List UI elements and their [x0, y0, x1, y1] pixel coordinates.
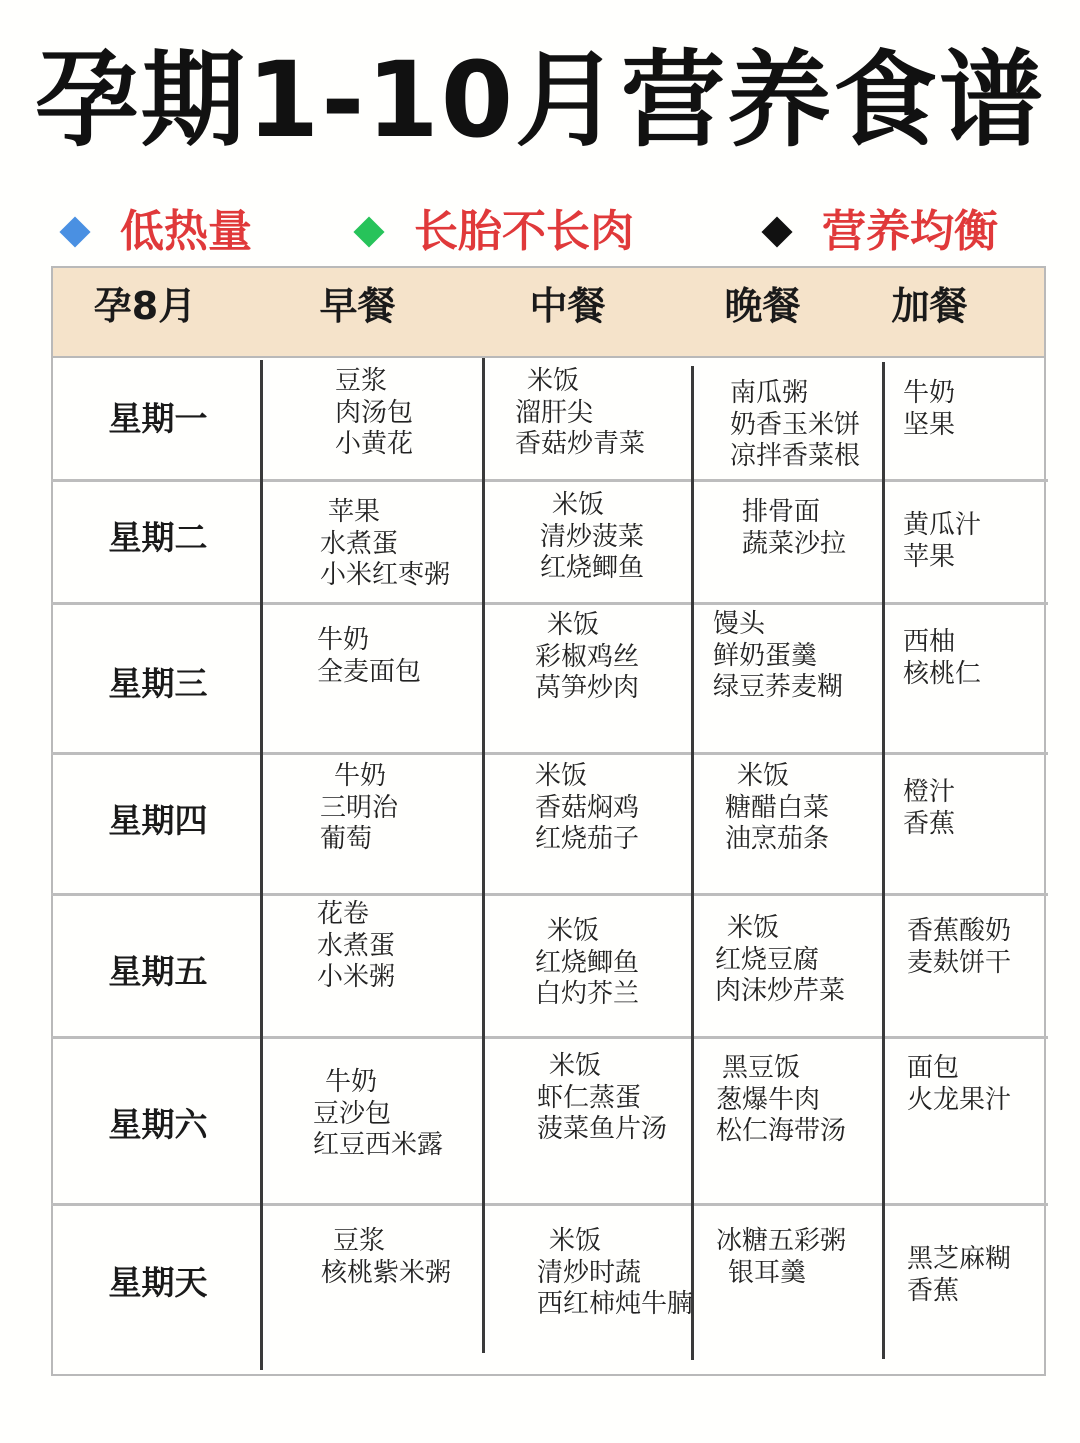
menu-item: 香蕉: [903, 808, 956, 839]
menu-item: 菠菜鱼片汤: [537, 1114, 668, 1144]
day-label: 星期六: [108, 1105, 208, 1144]
menu-item: 清炒菠菜: [540, 521, 645, 552]
menu-item: 坚果: [903, 409, 956, 440]
day-label: 星期二: [108, 518, 208, 557]
menu-item: 红烧豆腐: [715, 944, 820, 975]
menu-item: 小米红枣粥: [320, 560, 451, 590]
menu-item: 黄瓜汁: [903, 510, 982, 540]
menu-item: 红烧茄子: [535, 824, 640, 854]
menu-item: 鲜奶蛋羹: [713, 640, 818, 671]
snack-cell: [907, 1053, 1011, 1116]
menu-item: 牛奶: [903, 378, 956, 408]
menu-item: 排骨面: [742, 497, 821, 527]
column-divider: [691, 366, 694, 1360]
menu-item: 米饭: [549, 1226, 602, 1256]
menu-item: 清炒时蔬: [537, 1257, 642, 1288]
day-label: 星期五: [108, 952, 208, 991]
menu-item: 米饭: [527, 366, 580, 396]
menu-item: 红烧鲫鱼: [540, 553, 645, 583]
menu-item: 豆沙包: [313, 1098, 392, 1129]
snack-cell: [907, 916, 1011, 979]
dinner-cell: [713, 609, 843, 704]
breakfast-cell: [321, 1226, 451, 1289]
menu-item: 橙汁: [903, 777, 956, 807]
menu-item: 油烹茄条: [725, 824, 830, 854]
menu-item: 红烧鲫鱼: [535, 947, 640, 978]
breakfast-cell: [320, 761, 398, 856]
menu-item: 牛奶: [334, 761, 387, 791]
menu-item: 葡萄: [320, 824, 373, 854]
menu-item: 米饭: [727, 913, 780, 943]
menu-item: 核桃紫米粥: [321, 1257, 452, 1288]
menu-item: 西红柿炖牛腩: [537, 1289, 694, 1319]
menu-item: 小黄花: [335, 429, 414, 459]
green-diamond-icon: [353, 216, 384, 247]
menu-item: 核桃仁: [903, 658, 982, 689]
menu-item: 南瓜粥: [730, 378, 809, 408]
row-divider: [51, 1203, 1048, 1206]
column-divider: [482, 358, 485, 1353]
snack-cell: [907, 1244, 1011, 1307]
menu-item: 白灼芥兰: [535, 979, 640, 1009]
header-snack: 加餐: [891, 284, 968, 328]
menu-item: 香蕉: [907, 1275, 960, 1306]
page-title: 孕期1-10月营养食谱: [34, 39, 1046, 161]
black-diamond-icon: [761, 216, 792, 247]
menu-item: 三明治: [320, 792, 399, 823]
menu-item: 水煮蛋: [317, 930, 396, 961]
header-lunch: 中餐: [529, 284, 606, 328]
menu-item: 米饭: [547, 610, 600, 640]
dinner-cell: [715, 913, 845, 1008]
dinner-cell: [716, 1226, 846, 1289]
menu-item: 冰糖五彩粥: [716, 1226, 847, 1256]
menu-item: 米饭: [737, 761, 790, 791]
menu-item: 肉汤包: [335, 397, 414, 428]
menu-item: 香菇炒青菜: [515, 429, 646, 459]
menu-item: 苹果: [328, 497, 381, 527]
breakfast-cell: [320, 497, 450, 592]
header-month: 孕8月: [93, 284, 197, 328]
menu-item: 豆浆: [335, 366, 388, 396]
menu-item: 红豆西米露: [313, 1130, 444, 1160]
lunch-cell: [535, 916, 639, 1011]
blue-diamond-icon: [59, 216, 90, 247]
dinner-cell: [716, 1053, 846, 1148]
menu-item: 黑豆饭: [722, 1053, 801, 1083]
lunch-cell: [537, 1226, 693, 1321]
menu-item: 香蕉酸奶: [907, 916, 1012, 946]
menu-item: 火龙果汁: [907, 1084, 1012, 1115]
dinner-cell: [730, 378, 860, 473]
tag-low-calorie: [64, 200, 252, 264]
tag-healthy-growth: [358, 200, 634, 264]
dinner-cell: [725, 761, 829, 856]
menu-item: 糖醋白菜: [725, 792, 830, 823]
row-divider: [51, 752, 1048, 755]
row-divider: [51, 602, 1048, 605]
menu-item: 奶香玉米饼: [730, 409, 861, 440]
menu-item: 彩椒鸡丝: [535, 641, 640, 672]
menu-item: 黑芝麻糊: [907, 1244, 1012, 1274]
menu-item: 松仁海带汤: [716, 1116, 847, 1146]
tag-label: 营养均衡: [822, 206, 998, 257]
menu-item: 凉拌香菜根: [730, 441, 861, 471]
menu-item: 香菇焖鸡: [535, 792, 640, 823]
menu-item: 全麦面包: [317, 656, 422, 687]
menu-item: 莴笋炒肉: [535, 673, 640, 703]
column-divider: [882, 362, 885, 1359]
menu-item: 豆浆: [333, 1226, 386, 1256]
tag-balanced-nutrition: [766, 200, 998, 264]
row-divider: [51, 1036, 1048, 1039]
row-divider: [51, 893, 1048, 896]
menu-item: 苹果: [903, 541, 956, 572]
menu-item: 溜肝尖: [515, 397, 594, 428]
menu-item: 肉沫炒芹菜: [715, 976, 846, 1006]
menu-item: 牛奶: [317, 625, 370, 655]
lunch-cell: [535, 761, 639, 856]
lunch-cell: [537, 1051, 667, 1146]
tag-label: 长胎不长肉: [414, 206, 634, 257]
breakfast-cell: [317, 899, 395, 994]
header-dinner: 晚餐: [724, 284, 801, 328]
breakfast-cell: [313, 1067, 443, 1162]
menu-item: 花卷: [317, 899, 370, 929]
lunch-cell: [540, 490, 644, 585]
menu-item: 银耳羹: [728, 1257, 807, 1288]
menu-item: 米饭: [535, 761, 588, 791]
snack-cell: [903, 627, 981, 690]
menu-item: 绿豆荞麦糊: [713, 672, 844, 702]
snack-cell: [903, 510, 981, 573]
day-label: 星期天: [108, 1263, 208, 1302]
day-label: 星期三: [108, 664, 208, 703]
day-label: 星期四: [108, 801, 208, 840]
lunch-cell: [535, 610, 639, 705]
menu-item: 米饭: [549, 1051, 602, 1081]
lunch-cell: [515, 366, 645, 461]
row-divider: [51, 479, 1048, 482]
menu-item: 馒头: [713, 609, 766, 639]
menu-item: 米饭: [547, 916, 600, 946]
menu-item: 米饭: [552, 490, 605, 520]
dinner-cell: [742, 497, 846, 560]
menu-item: 水煮蛋: [320, 528, 399, 559]
tag-label: 低热量: [120, 206, 252, 257]
menu-item: 虾仁蒸蛋: [537, 1082, 642, 1113]
column-divider: [260, 360, 263, 1370]
breakfast-cell: [335, 366, 413, 461]
menu-item: 麦麸饼干: [907, 947, 1012, 978]
breakfast-cell: [317, 625, 421, 688]
menu-item: 葱爆牛肉: [716, 1084, 821, 1115]
menu-item: 西柚: [903, 627, 956, 657]
menu-item: 牛奶: [325, 1067, 378, 1097]
header-breakfast: 早餐: [319, 284, 396, 328]
snack-cell: [903, 378, 955, 441]
snack-cell: [903, 777, 955, 840]
menu-item: 面包: [907, 1053, 960, 1083]
day-label: 星期一: [108, 399, 208, 438]
menu-item: 蔬菜沙拉: [742, 528, 847, 559]
menu-item: 小米粥: [317, 962, 396, 992]
